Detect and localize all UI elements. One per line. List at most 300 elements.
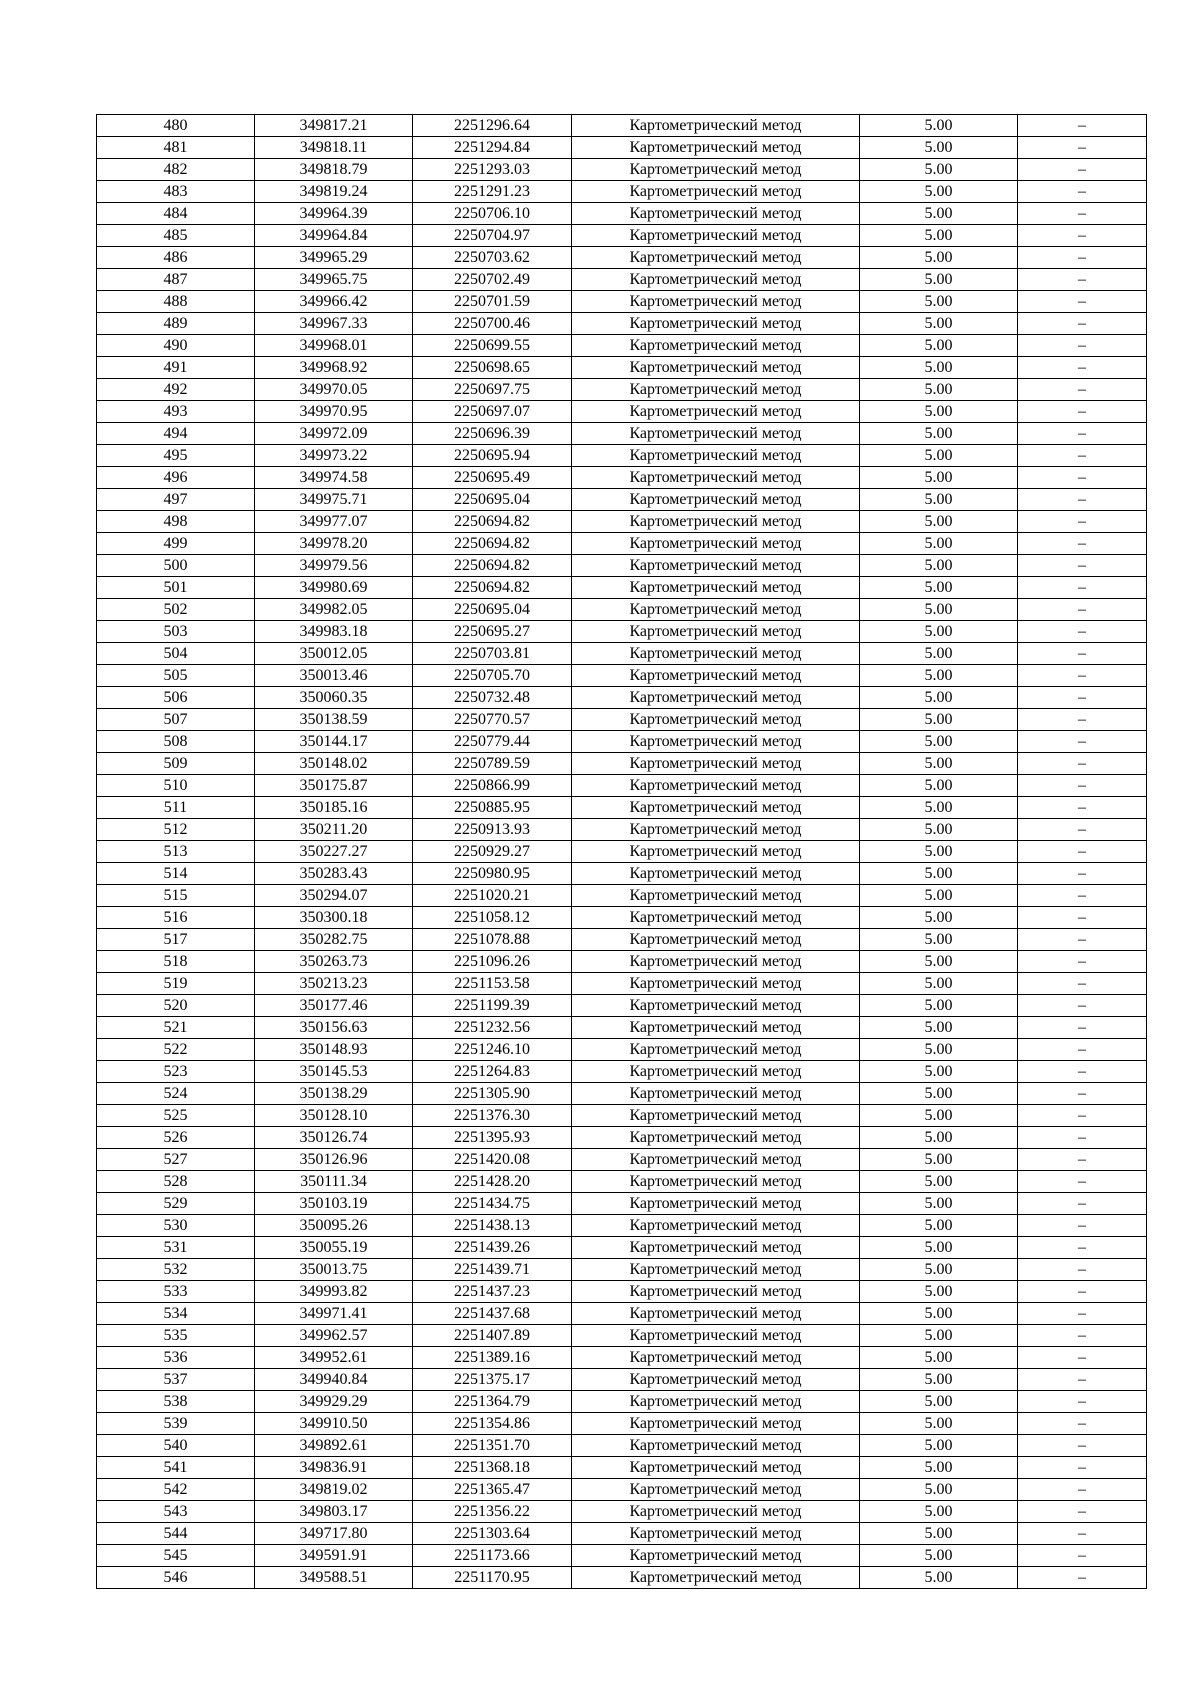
y-coordinate-cell: 2250695.49 [413, 467, 572, 489]
note-cell: – [1018, 643, 1147, 665]
table-row [97, 203, 1147, 225]
accuracy-cell: 5.00 [860, 511, 1018, 533]
table-row [97, 1237, 1147, 1259]
y-coordinate-cell: 2251407.89 [413, 1325, 572, 1347]
x-coordinate-cell: 350111.34 [255, 1171, 413, 1193]
accuracy-cell: 5.00 [860, 775, 1018, 797]
accuracy-cell: 5.00 [860, 951, 1018, 973]
y-coordinate-cell: 2251291.23 [413, 181, 572, 203]
note-cell: – [1018, 1171, 1147, 1193]
y-coordinate-cell: 2250705.70 [413, 665, 572, 687]
x-coordinate-cell: 350211.20 [255, 819, 413, 841]
accuracy-cell: 5.00 [860, 709, 1018, 731]
point-number-cell: 512 [97, 819, 255, 841]
x-coordinate-cell: 350138.29 [255, 1083, 413, 1105]
method-cell: Картометрический метод [572, 1479, 860, 1501]
table-row [97, 357, 1147, 379]
point-number-cell: 508 [97, 731, 255, 753]
accuracy-cell: 5.00 [860, 907, 1018, 929]
point-number-cell: 499 [97, 533, 255, 555]
x-coordinate-cell: 349591.91 [255, 1545, 413, 1567]
point-number-cell: 519 [97, 973, 255, 995]
method-cell: Картометрический метод [572, 1281, 860, 1303]
x-coordinate-cell: 350126.96 [255, 1149, 413, 1171]
point-number-cell: 483 [97, 181, 255, 203]
x-coordinate-cell: 349973.22 [255, 445, 413, 467]
table-row [97, 1149, 1147, 1171]
table-row [97, 709, 1147, 731]
point-number-cell: 494 [97, 423, 255, 445]
accuracy-cell: 5.00 [860, 467, 1018, 489]
y-coordinate-cell: 2251365.47 [413, 1479, 572, 1501]
table-row [97, 379, 1147, 401]
accuracy-cell: 5.00 [860, 797, 1018, 819]
note-cell: – [1018, 1545, 1147, 1567]
method-cell: Картометрический метод [572, 1391, 860, 1413]
point-number-cell: 520 [97, 995, 255, 1017]
accuracy-cell: 5.00 [860, 1347, 1018, 1369]
x-coordinate-cell: 349962.57 [255, 1325, 413, 1347]
note-cell: – [1018, 929, 1147, 951]
point-number-cell: 545 [97, 1545, 255, 1567]
y-coordinate-cell: 2251439.26 [413, 1237, 572, 1259]
accuracy-cell: 5.00 [860, 643, 1018, 665]
y-coordinate-cell: 2251153.58 [413, 973, 572, 995]
table-row [97, 951, 1147, 973]
method-cell: Картометрический метод [572, 1215, 860, 1237]
method-cell: Картометрический метод [572, 907, 860, 929]
y-coordinate-cell: 2251020.21 [413, 885, 572, 907]
x-coordinate-cell: 350283.43 [255, 863, 413, 885]
note-cell: – [1018, 1215, 1147, 1237]
y-coordinate-cell: 2250700.46 [413, 313, 572, 335]
y-coordinate-cell: 2251389.16 [413, 1347, 572, 1369]
y-coordinate-cell: 2250695.27 [413, 621, 572, 643]
x-coordinate-cell: 349967.33 [255, 313, 413, 335]
x-coordinate-cell: 350227.27 [255, 841, 413, 863]
x-coordinate-cell: 349588.51 [255, 1567, 413, 1589]
x-coordinate-cell: 349952.61 [255, 1347, 413, 1369]
x-coordinate-cell: 349965.75 [255, 269, 413, 291]
accuracy-cell: 5.00 [860, 445, 1018, 467]
accuracy-cell: 5.00 [860, 1369, 1018, 1391]
accuracy-cell: 5.00 [860, 1017, 1018, 1039]
accuracy-cell: 5.00 [860, 1523, 1018, 1545]
y-coordinate-cell: 2250695.94 [413, 445, 572, 467]
note-cell: – [1018, 1479, 1147, 1501]
point-number-cell: 515 [97, 885, 255, 907]
x-coordinate-cell: 349803.17 [255, 1501, 413, 1523]
note-cell: – [1018, 1457, 1147, 1479]
y-coordinate-cell: 2251232.56 [413, 1017, 572, 1039]
x-coordinate-cell: 350126.74 [255, 1127, 413, 1149]
method-cell: Картометрический метод [572, 1105, 860, 1127]
point-number-cell: 492 [97, 379, 255, 401]
point-number-cell: 498 [97, 511, 255, 533]
point-number-cell: 544 [97, 1523, 255, 1545]
point-number-cell: 490 [97, 335, 255, 357]
table-row [97, 1457, 1147, 1479]
y-coordinate-cell: 2250770.57 [413, 709, 572, 731]
table-row [97, 1325, 1147, 1347]
y-coordinate-cell: 2250694.82 [413, 511, 572, 533]
note-cell: – [1018, 1391, 1147, 1413]
method-cell: Картометрический метод [572, 621, 860, 643]
accuracy-cell: 5.00 [860, 1479, 1018, 1501]
point-number-cell: 497 [97, 489, 255, 511]
note-cell: – [1018, 511, 1147, 533]
point-number-cell: 516 [97, 907, 255, 929]
table-row [97, 1545, 1147, 1567]
x-coordinate-cell: 349977.07 [255, 511, 413, 533]
note-cell: – [1018, 907, 1147, 929]
method-cell: Картометрический метод [572, 731, 860, 753]
method-cell: Картометрический метод [572, 885, 860, 907]
accuracy-cell: 5.00 [860, 1061, 1018, 1083]
method-cell: Картометрический метод [572, 1237, 860, 1259]
note-cell: – [1018, 863, 1147, 885]
method-cell: Картометрический метод [572, 269, 860, 291]
note-cell: – [1018, 731, 1147, 753]
accuracy-cell: 5.00 [860, 1545, 1018, 1567]
y-coordinate-cell: 2251438.13 [413, 1215, 572, 1237]
x-coordinate-cell: 349819.02 [255, 1479, 413, 1501]
table-row [97, 577, 1147, 599]
note-cell: – [1018, 1369, 1147, 1391]
note-cell: – [1018, 1149, 1147, 1171]
accuracy-cell: 5.00 [860, 621, 1018, 643]
note-cell: – [1018, 291, 1147, 313]
table-row [97, 973, 1147, 995]
table-row [97, 907, 1147, 929]
y-coordinate-cell: 2250698.65 [413, 357, 572, 379]
note-cell: – [1018, 1347, 1147, 1369]
method-cell: Картометрический метод [572, 1193, 860, 1215]
x-coordinate-cell: 350156.63 [255, 1017, 413, 1039]
accuracy-cell: 5.00 [860, 357, 1018, 379]
method-cell: Картометрический метод [572, 841, 860, 863]
x-coordinate-cell: 350263.73 [255, 951, 413, 973]
accuracy-cell: 5.00 [860, 203, 1018, 225]
accuracy-cell: 5.00 [860, 1215, 1018, 1237]
method-cell: Картометрический метод [572, 357, 860, 379]
x-coordinate-cell: 350060.35 [255, 687, 413, 709]
x-coordinate-cell: 349819.24 [255, 181, 413, 203]
x-coordinate-cell: 349968.01 [255, 335, 413, 357]
accuracy-cell: 5.00 [860, 599, 1018, 621]
note-cell: – [1018, 621, 1147, 643]
accuracy-cell: 5.00 [860, 1457, 1018, 1479]
x-coordinate-cell: 349970.95 [255, 401, 413, 423]
y-coordinate-cell: 2250694.82 [413, 555, 572, 577]
x-coordinate-cell: 349964.39 [255, 203, 413, 225]
note-cell: – [1018, 401, 1147, 423]
method-cell: Картометрический метод [572, 973, 860, 995]
accuracy-cell: 5.00 [860, 137, 1018, 159]
point-number-cell: 501 [97, 577, 255, 599]
x-coordinate-cell: 349892.61 [255, 1435, 413, 1457]
y-coordinate-cell: 2251356.22 [413, 1501, 572, 1523]
method-cell: Картометрический метод [572, 1171, 860, 1193]
table-row [97, 1523, 1147, 1545]
y-coordinate-cell: 2250704.97 [413, 225, 572, 247]
table-row [97, 665, 1147, 687]
method-cell: Картометрический метод [572, 577, 860, 599]
method-cell: Картометрический метод [572, 1325, 860, 1347]
y-coordinate-cell: 2251303.64 [413, 1523, 572, 1545]
table-row [97, 885, 1147, 907]
accuracy-cell: 5.00 [860, 1105, 1018, 1127]
point-number-cell: 518 [97, 951, 255, 973]
y-coordinate-cell: 2251170.95 [413, 1567, 572, 1589]
point-number-cell: 502 [97, 599, 255, 621]
table-row [97, 1083, 1147, 1105]
accuracy-cell: 5.00 [860, 1391, 1018, 1413]
table-row [97, 775, 1147, 797]
y-coordinate-cell: 2250697.07 [413, 401, 572, 423]
table-row [97, 467, 1147, 489]
table-row [97, 489, 1147, 511]
method-cell: Картометрический метод [572, 511, 860, 533]
x-coordinate-cell: 349717.80 [255, 1523, 413, 1545]
table-row [97, 445, 1147, 467]
note-cell: – [1018, 1259, 1147, 1281]
y-coordinate-cell: 2251173.66 [413, 1545, 572, 1567]
point-number-cell: 517 [97, 929, 255, 951]
y-coordinate-cell: 2251376.30 [413, 1105, 572, 1127]
point-number-cell: 532 [97, 1259, 255, 1281]
method-cell: Картометрический метод [572, 533, 860, 555]
y-coordinate-cell: 2250706.10 [413, 203, 572, 225]
accuracy-cell: 5.00 [860, 753, 1018, 775]
y-coordinate-cell: 2250885.95 [413, 797, 572, 819]
method-cell: Картометрический метод [572, 1259, 860, 1281]
note-cell: – [1018, 709, 1147, 731]
y-coordinate-cell: 2250695.04 [413, 599, 572, 621]
y-coordinate-cell: 2250694.82 [413, 533, 572, 555]
y-coordinate-cell: 2251296.64 [413, 115, 572, 137]
note-cell: – [1018, 357, 1147, 379]
accuracy-cell: 5.00 [860, 973, 1018, 995]
table-row [97, 247, 1147, 269]
x-coordinate-cell: 349972.09 [255, 423, 413, 445]
method-cell: Картометрический метод [572, 445, 860, 467]
y-coordinate-cell: 2251058.12 [413, 907, 572, 929]
x-coordinate-cell: 349975.71 [255, 489, 413, 511]
x-coordinate-cell: 350175.87 [255, 775, 413, 797]
point-number-cell: 500 [97, 555, 255, 577]
method-cell: Картометрический метод [572, 665, 860, 687]
method-cell: Картометрический метод [572, 951, 860, 973]
method-cell: Картометрический метод [572, 1303, 860, 1325]
x-coordinate-cell: 349980.69 [255, 577, 413, 599]
point-number-cell: 536 [97, 1347, 255, 1369]
method-cell: Картометрический метод [572, 1083, 860, 1105]
point-number-cell: 524 [97, 1083, 255, 1105]
method-cell: Картометрический метод [572, 599, 860, 621]
note-cell: – [1018, 797, 1147, 819]
method-cell: Картометрический метод [572, 1149, 860, 1171]
x-coordinate-cell: 350103.19 [255, 1193, 413, 1215]
method-cell: Картометрический метод [572, 225, 860, 247]
note-cell: – [1018, 137, 1147, 159]
x-coordinate-cell: 349965.29 [255, 247, 413, 269]
accuracy-cell: 5.00 [860, 1237, 1018, 1259]
note-cell: – [1018, 599, 1147, 621]
point-number-cell: 484 [97, 203, 255, 225]
y-coordinate-cell: 2251428.20 [413, 1171, 572, 1193]
accuracy-cell: 5.00 [860, 335, 1018, 357]
method-cell: Картометрический метод [572, 687, 860, 709]
point-number-cell: 535 [97, 1325, 255, 1347]
y-coordinate-cell: 2251364.79 [413, 1391, 572, 1413]
accuracy-cell: 5.00 [860, 159, 1018, 181]
table-row [97, 1017, 1147, 1039]
table-row [97, 643, 1147, 665]
x-coordinate-cell: 350300.18 [255, 907, 413, 929]
method-cell: Картометрический метод [572, 863, 860, 885]
x-coordinate-cell: 350145.53 [255, 1061, 413, 1083]
note-cell: – [1018, 1435, 1147, 1457]
table-row [97, 1105, 1147, 1127]
accuracy-cell: 5.00 [860, 1039, 1018, 1061]
x-coordinate-cell: 350013.75 [255, 1259, 413, 1281]
table-row [97, 137, 1147, 159]
point-number-cell: 538 [97, 1391, 255, 1413]
accuracy-cell: 5.00 [860, 731, 1018, 753]
table-row [97, 863, 1147, 885]
accuracy-cell: 5.00 [860, 1083, 1018, 1105]
table-row [97, 533, 1147, 555]
point-number-cell: 486 [97, 247, 255, 269]
y-coordinate-cell: 2251437.23 [413, 1281, 572, 1303]
y-coordinate-cell: 2250732.48 [413, 687, 572, 709]
y-coordinate-cell: 2251264.83 [413, 1061, 572, 1083]
note-cell: – [1018, 1017, 1147, 1039]
note-cell: – [1018, 489, 1147, 511]
table-row [97, 181, 1147, 203]
y-coordinate-cell: 2250696.39 [413, 423, 572, 445]
table-row [97, 1061, 1147, 1083]
point-number-cell: 487 [97, 269, 255, 291]
note-cell: – [1018, 1523, 1147, 1545]
method-cell: Картометрический метод [572, 1369, 860, 1391]
accuracy-cell: 5.00 [860, 1259, 1018, 1281]
y-coordinate-cell: 2250702.49 [413, 269, 572, 291]
note-cell: – [1018, 335, 1147, 357]
y-coordinate-cell: 2250703.62 [413, 247, 572, 269]
x-coordinate-cell: 349817.21 [255, 115, 413, 137]
x-coordinate-cell: 350213.23 [255, 973, 413, 995]
note-cell: – [1018, 1413, 1147, 1435]
method-cell: Картометрический метод [572, 203, 860, 225]
table-row [97, 929, 1147, 951]
x-coordinate-cell: 350095.26 [255, 1215, 413, 1237]
accuracy-cell: 5.00 [860, 1193, 1018, 1215]
x-coordinate-cell: 349978.20 [255, 533, 413, 555]
method-cell: Картометрический метод [572, 423, 860, 445]
table-row [97, 687, 1147, 709]
accuracy-cell: 5.00 [860, 577, 1018, 599]
point-number-cell: 514 [97, 863, 255, 885]
y-coordinate-cell: 2251439.71 [413, 1259, 572, 1281]
note-cell: – [1018, 1105, 1147, 1127]
accuracy-cell: 5.00 [860, 665, 1018, 687]
table-row [97, 1369, 1147, 1391]
point-number-cell: 488 [97, 291, 255, 313]
x-coordinate-cell: 350012.05 [255, 643, 413, 665]
x-coordinate-cell: 349818.11 [255, 137, 413, 159]
table-row [97, 1193, 1147, 1215]
method-cell: Картометрический метод [572, 159, 860, 181]
x-coordinate-cell: 349966.42 [255, 291, 413, 313]
method-cell: Картометрический метод [572, 401, 860, 423]
x-coordinate-cell: 349836.91 [255, 1457, 413, 1479]
table-row [97, 1127, 1147, 1149]
y-coordinate-cell: 2250697.75 [413, 379, 572, 401]
note-cell: – [1018, 1193, 1147, 1215]
point-number-cell: 513 [97, 841, 255, 863]
point-number-cell: 489 [97, 313, 255, 335]
y-coordinate-cell: 2250699.55 [413, 335, 572, 357]
x-coordinate-cell: 350294.07 [255, 885, 413, 907]
point-number-cell: 505 [97, 665, 255, 687]
method-cell: Картометрический метод [572, 555, 860, 577]
table-row [97, 511, 1147, 533]
table-row [97, 401, 1147, 423]
y-coordinate-cell: 2250866.99 [413, 775, 572, 797]
x-coordinate-cell: 350138.59 [255, 709, 413, 731]
accuracy-cell: 5.00 [860, 291, 1018, 313]
accuracy-cell: 5.00 [860, 929, 1018, 951]
y-coordinate-cell: 2251078.88 [413, 929, 572, 951]
accuracy-cell: 5.00 [860, 269, 1018, 291]
method-cell: Картометрический метод [572, 467, 860, 489]
table-row [97, 1281, 1147, 1303]
table-row [97, 1479, 1147, 1501]
table-row [97, 841, 1147, 863]
point-number-cell: 530 [97, 1215, 255, 1237]
y-coordinate-cell: 2251293.03 [413, 159, 572, 181]
point-number-cell: 543 [97, 1501, 255, 1523]
y-coordinate-cell: 2251351.70 [413, 1435, 572, 1457]
method-cell: Картометрический метод [572, 775, 860, 797]
y-coordinate-cell: 2251096.26 [413, 951, 572, 973]
accuracy-cell: 5.00 [860, 1171, 1018, 1193]
note-cell: – [1018, 1127, 1147, 1149]
point-number-cell: 539 [97, 1413, 255, 1435]
table-row [97, 621, 1147, 643]
note-cell: – [1018, 159, 1147, 181]
note-cell: – [1018, 973, 1147, 995]
x-coordinate-cell: 349974.58 [255, 467, 413, 489]
method-cell: Картометрический метод [572, 1413, 860, 1435]
x-coordinate-cell: 350148.02 [255, 753, 413, 775]
y-coordinate-cell: 2250695.04 [413, 489, 572, 511]
accuracy-cell: 5.00 [860, 1149, 1018, 1171]
accuracy-cell: 5.00 [860, 423, 1018, 445]
method-cell: Картометрический метод [572, 929, 860, 951]
table-row [97, 1259, 1147, 1281]
y-coordinate-cell: 2250703.81 [413, 643, 572, 665]
accuracy-cell: 5.00 [860, 863, 1018, 885]
note-cell: – [1018, 115, 1147, 137]
point-number-cell: 509 [97, 753, 255, 775]
point-number-cell: 521 [97, 1017, 255, 1039]
x-coordinate-cell: 350177.46 [255, 995, 413, 1017]
point-number-cell: 533 [97, 1281, 255, 1303]
coordinates-table-body [97, 115, 1147, 1589]
